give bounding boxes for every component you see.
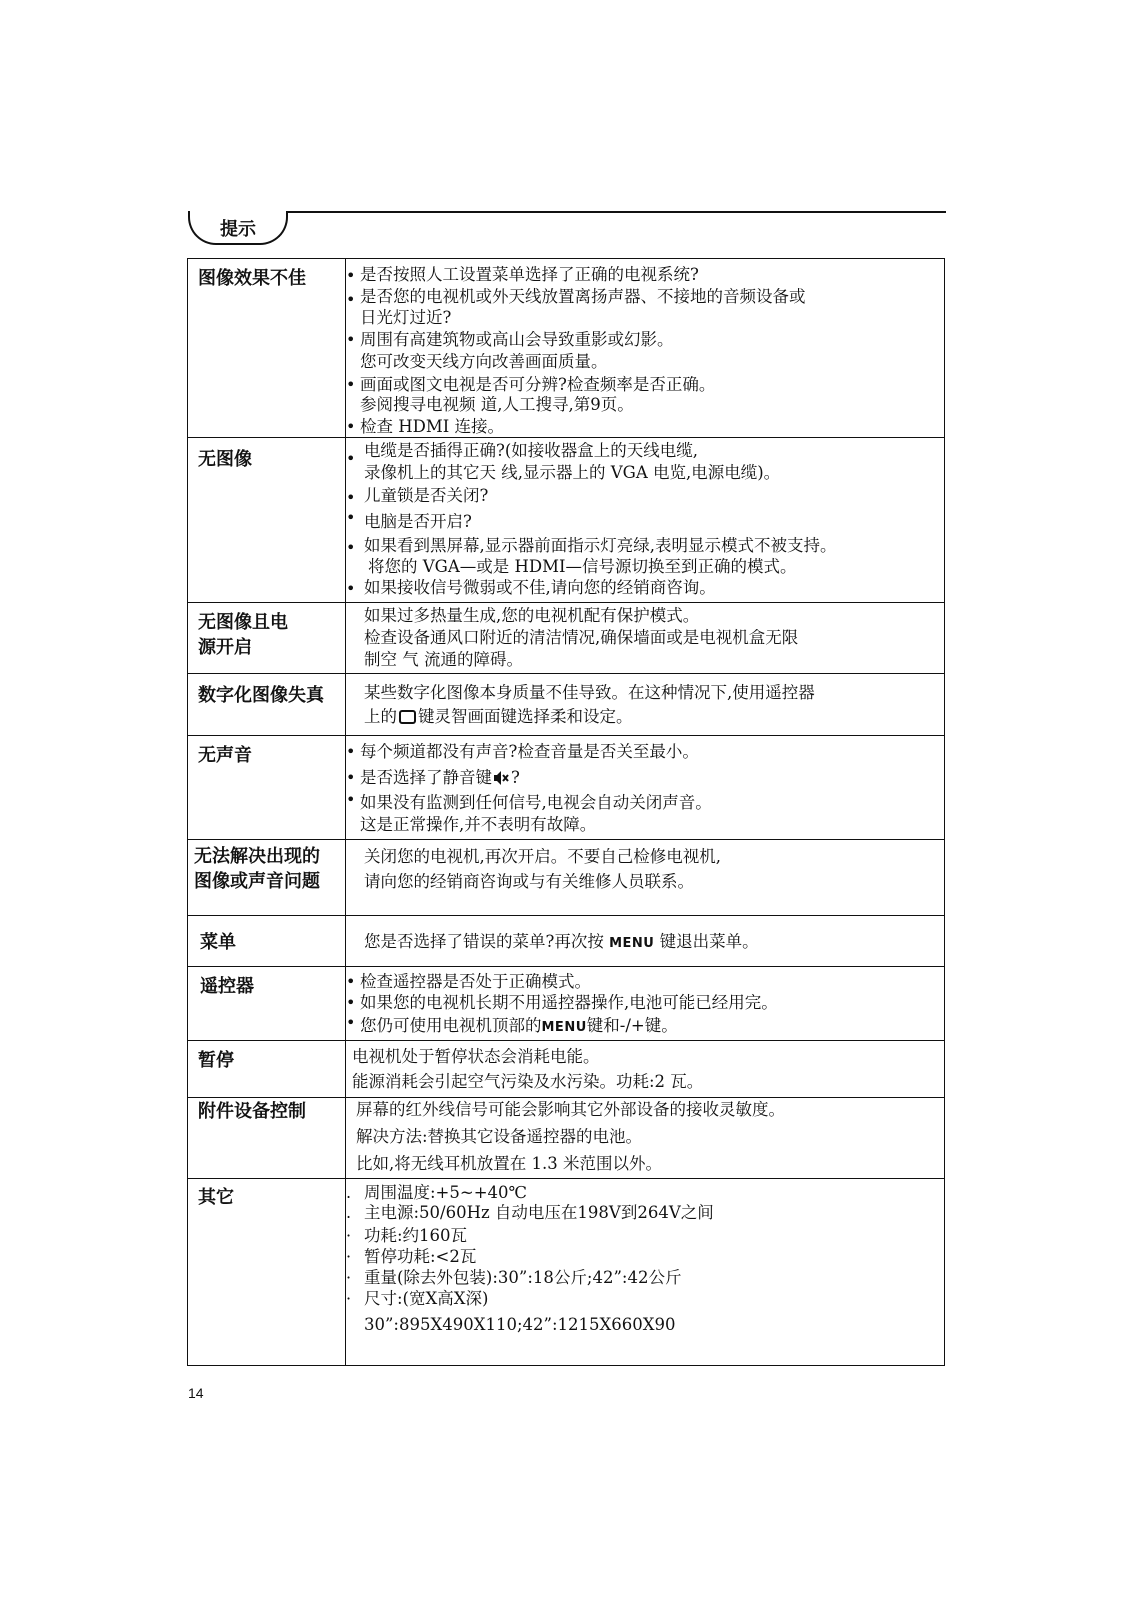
row-line: 尺寸:(宽X高X深) (364, 1289, 489, 1308)
bullet: • (346, 417, 356, 436)
row-divider (188, 966, 944, 967)
row-line: 日光灯过近? (360, 308, 452, 327)
row-text: 上的 (364, 707, 397, 726)
row-divider (188, 1040, 944, 1041)
row-line: 某些数字化图像本身质量不佳导致。在这种情况下,使用遥控器 (364, 683, 815, 702)
row-line: 如果没有监测到任何信号,电视会自动关闭声音。 (360, 793, 712, 812)
row-line: 比如,将无线耳机放置在 1.3 米范围以外。 (356, 1154, 662, 1173)
bullet: . (346, 1183, 352, 1202)
row-line: 您可改变天线方向改善画面质量。 (360, 352, 608, 371)
row-divider (188, 437, 944, 438)
row-line: 屏幕的红外线信号可能会影响其它外部设备的接收灵敏度。 (356, 1100, 785, 1119)
row-line: 功耗:约160瓦 (364, 1226, 468, 1245)
row-text: ? (511, 768, 520, 787)
bullet: • (346, 290, 356, 309)
term-no-picture: 无图像 (198, 449, 252, 470)
term-remote-control: 遥控器 (200, 976, 254, 997)
row-text: 键灵智画面键选择柔和设定。 (418, 707, 633, 726)
row-line: 录像机上的其它天 线,显示器上的 VGA 电览,电源电缆)。 (364, 463, 781, 482)
bullet: • (346, 449, 356, 468)
term-poor-picture: 图像效果不佳 (198, 268, 306, 289)
mute-icon (493, 770, 510, 786)
row-divider (188, 1097, 944, 1098)
bullet: • (346, 768, 356, 787)
row-text: 键和-/+键。 (586, 1016, 678, 1035)
header-rule (286, 211, 946, 213)
term-no-sound: 无声音 (198, 745, 252, 766)
bullet: • (346, 266, 356, 285)
row-line: 暂停功耗:<2瓦 (364, 1247, 477, 1266)
row-line: 周围温度:+5~+40℃ (364, 1183, 527, 1202)
row-divider (188, 602, 944, 603)
row-divider (188, 673, 944, 674)
row-line: 能源消耗会引起空气污染及水污染。功耗:2 瓦。 (352, 1072, 704, 1091)
row-line: 检查 HDMI 连接。 (360, 417, 505, 436)
row-line: 关闭您的电视机,再次开启。不要自己检修电视机, (364, 847, 721, 866)
row-line: 是否您的电视机或外天线放置离扬声器、不接地的音频设备或 (360, 287, 806, 306)
row-line: 参阅搜寻电视频 道,人工搜寻,第9页。 (360, 395, 634, 414)
term-others: 其它 (198, 1187, 234, 1208)
row-line: 检查设备通风口附近的清洁情况,确保墙面或是电视机盒无限 (364, 628, 799, 647)
row-line: 电脑是否开启? (364, 512, 472, 531)
row-line: 检查遥控器是否处于正确模式。 (360, 972, 591, 991)
row-text: 您是否选择了错误的菜单?再次按 (364, 932, 604, 951)
bullet: • (346, 330, 356, 349)
menu-key-label: MENU (541, 1020, 587, 1035)
row-divider (188, 735, 944, 736)
row-line: 30”:895X490X110;42”:1215X660X90 (364, 1315, 676, 1334)
bullet: · (346, 1289, 352, 1308)
row-line: 如果您的电视机长期不用遥控器操作,电池可能已经用完。 (360, 993, 778, 1012)
term-line: 图像或声音问题 (194, 871, 320, 892)
tips-tab (188, 211, 288, 245)
row-line: 解决方法:替换其它设备遥控器的电池。 (356, 1127, 643, 1146)
row-divider (188, 1178, 944, 1179)
bullet: • (346, 538, 356, 557)
bullet: · (346, 1226, 352, 1245)
row-line: 画面或图文电视是否可分辨?检查频率是否正确。 (360, 375, 716, 394)
row-line-with-icon (360, 767, 520, 789)
row-line: 重量(除去外包装):30”:18公斤;42”:42公斤 (364, 1268, 682, 1287)
bullet: • (346, 508, 356, 527)
row-line: 如果接收信号微弱或不佳,请向您的经销商咨询。 (364, 578, 716, 597)
row-line: 每个频道都没有声音?检查音量是否关至最小。 (360, 742, 699, 761)
row-line: 儿童锁是否关闭? (364, 486, 489, 505)
row-line: 这是正常操作,并不表明有故障。 (360, 815, 597, 834)
bullet: • (346, 993, 356, 1012)
row-line: 电视机处于暂停状态会消耗电能。 (352, 1047, 600, 1066)
row-text: 键退出菜单。 (659, 932, 759, 951)
page-number: 14 (188, 1385, 204, 1401)
row-line: 周围有高建筑物或高山会导致重影或幻影。 (360, 330, 674, 349)
term-line: 无图像且电 (198, 612, 288, 633)
row-divider (188, 839, 944, 840)
bullet: • (346, 790, 356, 809)
row-line: 制空 气 流通的障碍。 (364, 650, 523, 669)
row-line: 主电源:50/60Hz 自动电压在198V到264V之间 (364, 1203, 714, 1222)
row-text: 是否选择了静音键 (360, 768, 492, 787)
row-line-with-key (364, 931, 759, 955)
troubleshooting-table (187, 258, 945, 1366)
bullet: • (346, 972, 356, 991)
smart-picture-key-icon (399, 710, 416, 724)
term-no-picture-power-on (198, 610, 338, 660)
term-line: 源开启 (198, 637, 252, 658)
row-line: 电缆是否插得正确?(如接收器盒上的天线电缆, (364, 441, 699, 460)
row-line: 是否按照人工设置菜单选择了正确的电视系统? (360, 265, 699, 284)
term-accessory-control: 附件设备控制 (198, 1101, 306, 1122)
row-line: 如果看到黑屏幕,显示器前面指示灯亮绿,表明显示模式不被支持。 (364, 536, 837, 555)
row-line: 如果过多热量生成,您的电视机配有保护模式。 (364, 606, 700, 625)
row-text: 您仍可使用电视机顶部的 (360, 1016, 542, 1035)
term-menu: 菜单 (200, 932, 236, 953)
bullet: . (346, 1203, 352, 1222)
bullet: • (346, 742, 356, 761)
row-divider (188, 915, 944, 916)
bullet: • (346, 488, 356, 507)
bullet: • (346, 1013, 356, 1032)
menu-key-label: MENU (609, 936, 655, 951)
row-line-with-icon (364, 706, 633, 728)
tips-tab-label: 提示 (220, 219, 256, 240)
bullet: · (346, 1268, 352, 1287)
row-line: 将您的 VGA—或是 HDMI—信号源切换至到正确的模式。 (368, 557, 797, 576)
term-line: 无法解决出现的 (194, 846, 320, 867)
row-line-with-key (360, 1015, 678, 1039)
term-standby: 暂停 (198, 1050, 234, 1071)
bullet: • (346, 375, 356, 394)
term-digital-distortion: 数字化图像失真 (198, 685, 324, 706)
row-line: 请向您的经销商咨询或与有关维修人员联系。 (364, 872, 694, 891)
bullet: · (346, 1247, 352, 1266)
term-unsolved-problem (194, 844, 344, 894)
bullet: • (346, 579, 356, 598)
